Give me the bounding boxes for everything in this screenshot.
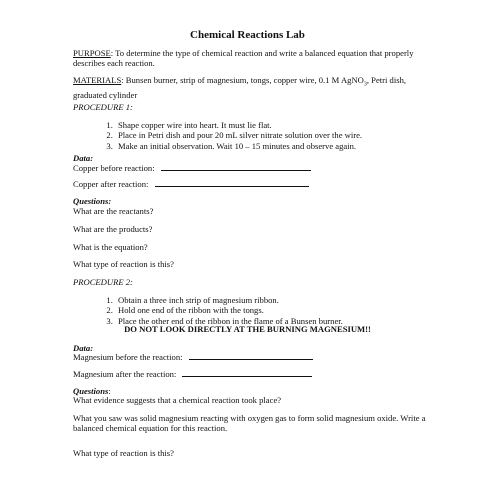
question-balanced-equation: What you saw was solid magnesium reacting with oxygen gas to form solid magnesium oxide. Write a balanced chemical equation for this reaction. (73, 413, 426, 434)
purpose-text: : To determine the type of chemical reaction and write a balanced equation that properly describes each reaction. (73, 48, 414, 69)
procedure1-steps (102, 120, 445, 151)
procedure1-step: 1. Shape copper wire into heart. It must lie flat. (115, 120, 445, 130)
copper-after-row (73, 179, 309, 189)
purpose-label: PURPOSE (73, 48, 111, 58)
questions1-heading: Questions: (73, 196, 112, 206)
safety-warning: DO NOT LOOK DIRECTLY AT THE BURNING MAGNESIUM!! (124, 324, 371, 334)
data1-heading: Data: (73, 153, 94, 163)
question-item: What are the products? (73, 224, 153, 234)
magnesium-after-answer-line[interactable] (182, 369, 312, 377)
procedure1-step: 3. Make an initial observation. Wait 10 – 15 minutes and observe again. (115, 141, 445, 151)
procedure1-step: 2. Place in Petri dish and pour 20 mL silver nitrate solution over the wire. (115, 130, 445, 140)
materials-text-after: , Petri dish, graduated cylinder (73, 75, 407, 101)
materials-paragraph (73, 75, 433, 101)
purpose-paragraph (73, 48, 433, 69)
page-title: Chemical Reactions Lab (190, 29, 305, 41)
copper-before-answer-line[interactable] (161, 163, 311, 171)
copper-after-label: Copper after reaction: (73, 179, 149, 189)
question-reaction-type: What type of reaction is this? (73, 448, 174, 458)
copper-before-row (73, 163, 311, 173)
question-evidence: What evidence suggests that a chemical reaction took place? (73, 395, 282, 405)
procedure2-steps (102, 295, 445, 326)
materials-subscript: 3 (363, 81, 367, 88)
magnesium-before-label: Magnesium before the reaction: (73, 352, 183, 362)
procedure2-step: 2. Hold one end of the ribbon with the tongs. (115, 305, 445, 315)
procedure2-heading: PROCEDURE 2: (73, 277, 133, 287)
procedure2-step: 1. Obtain a three inch strip of magnesium ribbon. (115, 295, 445, 305)
magnesium-after-label: Magnesium after the reaction: (73, 369, 177, 379)
question-item: What type of reaction is this? (73, 259, 174, 269)
magnesium-before-answer-line[interactable] (189, 352, 313, 360)
question-item: What are the reactants? (73, 206, 154, 216)
materials-text-before: : Bunsen burner, strip of magnesium, tongs, copper wire, 0.1 M AgNO (121, 75, 364, 85)
copper-after-answer-line[interactable] (155, 179, 309, 187)
questions2-heading-suffix: : (108, 386, 111, 396)
copper-before-label: Copper before reaction: (73, 163, 155, 173)
procedure1-heading: PROCEDURE 1: (73, 102, 133, 112)
magnesium-before-row (73, 352, 313, 362)
magnesium-after-row (73, 369, 312, 379)
materials-label: MATERIALS (73, 75, 122, 85)
procedure2-step: 3. Place the other end of the ribbon in the flame of a Bunsen burner. (115, 316, 445, 326)
questions2-heading: Questions (73, 386, 109, 396)
data2-heading: Data: (73, 343, 94, 353)
question-item: What is the equation? (73, 242, 148, 252)
